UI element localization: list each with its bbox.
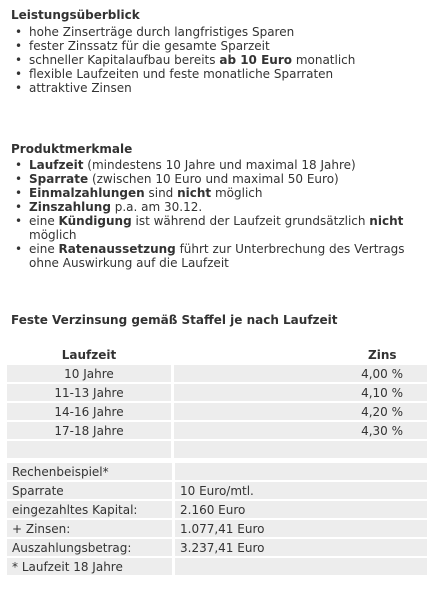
rate-table <box>7 344 427 460</box>
list-item: • hohe Zinserträge durch langfristiges Sparen <box>15 25 295 39</box>
table-row: 17-18 Jahre 4,30 % <box>7 422 427 439</box>
list-item: • schneller Kapitalaufbau bereits ab 10 Euro monatlich <box>15 53 356 67</box>
table-header <box>7 346 427 363</box>
list-item: • flexible Laufzeiten und feste monatliche Sparraten <box>15 67 334 81</box>
table-row: 11-13 Jahre 4,10 % <box>7 384 427 401</box>
list-item: • attraktive Zinsen <box>15 81 132 95</box>
bullet-icon: • <box>15 172 23 186</box>
table-row: eingezahltes Kapital: 2.160 Euro <box>7 501 427 518</box>
table-row: 10 Jahre 4,00 % <box>7 365 427 382</box>
table-row <box>7 463 427 480</box>
list-item: • Sparrate (zwischen 10 Euro und maximal 50 Euro) <box>15 172 339 186</box>
col-header-laufzeit: Laufzeit <box>7 346 171 363</box>
bullet-icon: • <box>15 214 23 228</box>
table-row: + Zinsen: 1.077,41 Euro <box>7 520 427 537</box>
table-row <box>7 558 427 575</box>
list-item: • Einmalzahlungen sind nicht möglich <box>15 186 263 200</box>
col-header-zins: Zins <box>174 346 427 363</box>
footnote: * Laufzeit 18 Jahre <box>7 558 172 575</box>
bullet-icon: • <box>15 39 23 53</box>
example-table <box>7 461 427 577</box>
bullet-icon: • <box>15 242 23 256</box>
list-item: • eine Ratenaussetzung führt zur Unterbrechung des Vertrags ohne Auswirkung auf die Laufzeit <box>15 242 405 270</box>
section-title-produktmerkmale: Produktmerkmale <box>11 142 133 156</box>
table-row: Auszahlungsbetrag: 3.237,41 Euro <box>7 539 427 556</box>
example-title: Rechenbeispiel* <box>7 463 172 480</box>
bullet-icon: • <box>15 186 23 200</box>
section-title-leistungsueberblick: Leistungsüberblick <box>11 8 140 22</box>
bullet-icon: • <box>15 67 23 81</box>
bullet-icon: • <box>15 81 23 95</box>
list-item: • eine Kündigung ist während der Laufzeit grundsätzlich nicht möglich <box>15 214 404 242</box>
list-item: • fester Zinssatz für die gesamte Sparzeit <box>15 39 270 53</box>
bullet-icon: • <box>15 200 23 214</box>
table-row: Sparrate 10 Euro/mtl. <box>7 482 427 499</box>
bullet-icon: • <box>15 158 23 172</box>
list-item: • Zinszahlung p.a. am 30.12. <box>15 200 203 214</box>
leistung-list <box>13 25 355 95</box>
table-row: 14-16 Jahre 4,20 % <box>7 403 427 420</box>
bullet-icon: • <box>15 25 23 39</box>
produkt-list <box>13 158 405 270</box>
list-item: • Laufzeit (mindestens 10 Jahre und maximal 18 Jahre) <box>15 158 356 172</box>
table-row-empty <box>7 441 427 458</box>
bullet-icon: • <box>15 53 23 67</box>
section-title-verzinsung: Feste Verzinsung gemäß Staffel je nach Laufzeit <box>11 313 338 327</box>
